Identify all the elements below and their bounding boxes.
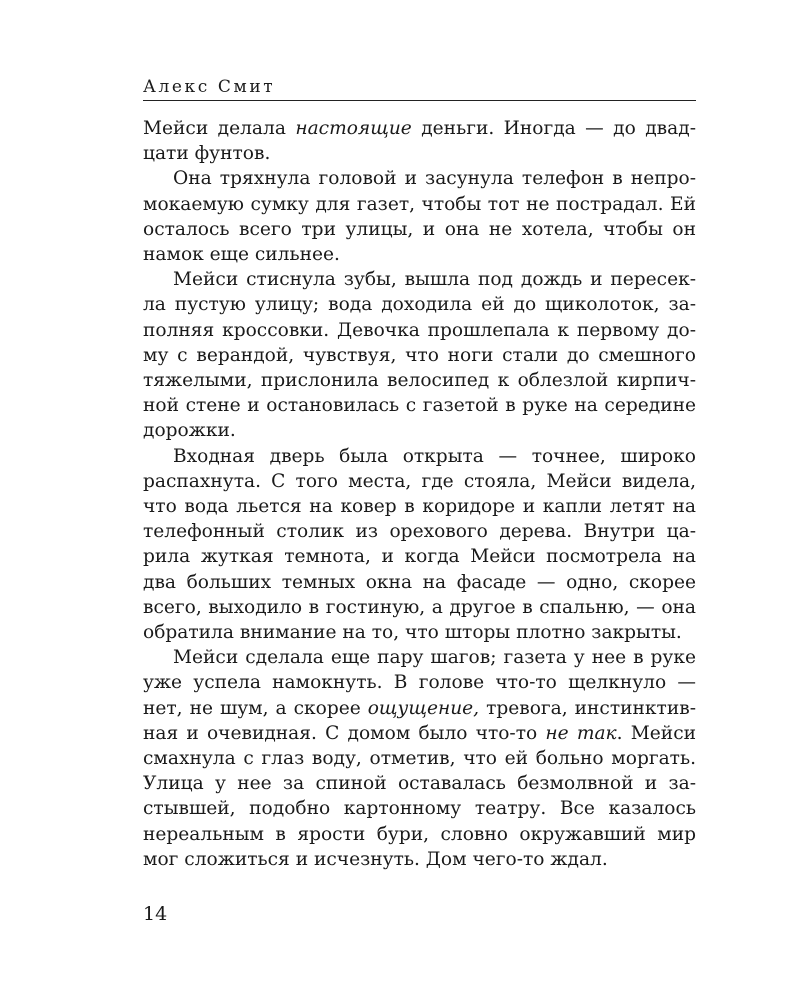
italic-text: не так [545,722,617,744]
text-run: Мейси делала [143,118,296,139]
text-run: Она тряхнула головой и засунула телефон в непромокаемую сумку для газет, чтобы тот не пострадал. Ей осталось всего три улицы, и она не хотела, чтобы он намок еще сильнее. [143,168,696,266]
paragraph [143,166,696,267]
body-text [143,116,696,872]
text-run: Мейси сделала еще пару шагов; газета у нее в руке уже успела намокнуть. В голове что-то щелкнуло — нет, не шум, а скорее [143,647,696,719]
running-header [143,76,696,101]
italic-text: ощущение, [367,697,480,719]
paragraph [143,267,696,443]
text-run: Входная дверь была открыта — точнее, широко распахнута. С того места, где стояла, Мейси видела, что вода льется на ковер в коридоре и капли летят на телефонный столик из орехового дерева. Внутри царила жуткая темнота, и когда Мейси посмотрела на два больших темных окна на фасаде — одно, скорее всего, выходило в гостиную, а другое в спальню, — она обратила внимание на то, что шторы плотно закрыты. [143,445,696,644]
text-run: . Мейси смахнула с глаз воду, отметив, что ей больно моргать. Улица у нее за спиной оставалась безмолвной и застывшей, подобно картонному театру. Все казалось нереальным в ярости бури, словно окружавший мир мог сложиться и исчезнуть. Дом чего-то ждал. [143,722,696,870]
page-number: 14 [143,903,168,925]
header-author: Алекс Смит [143,77,276,97]
text-run: деньги. Иногда — до двадцати фунтов. [143,118,696,165]
paragraph [143,116,696,166]
paragraph [143,645,696,872]
text-run: Мейси стиснула зубы, вышла под дождь и пересекла пустую улицу; вода доходила ей до щиколоток, заполняя кроссовки. Девочка прошлепала к первому дому с верандой, чувствуя, что ноги стали до смешного тяжелыми, прислонила велосипед к облезлой кирпичной стене и остановилась с газетой в руке на середине дорожки. [143,269,696,442]
italic-text: настоящие [295,118,412,139]
text-run: тревога, инстинктивная и очевидная. С домом было что-то [143,697,696,744]
paragraph [143,444,696,646]
